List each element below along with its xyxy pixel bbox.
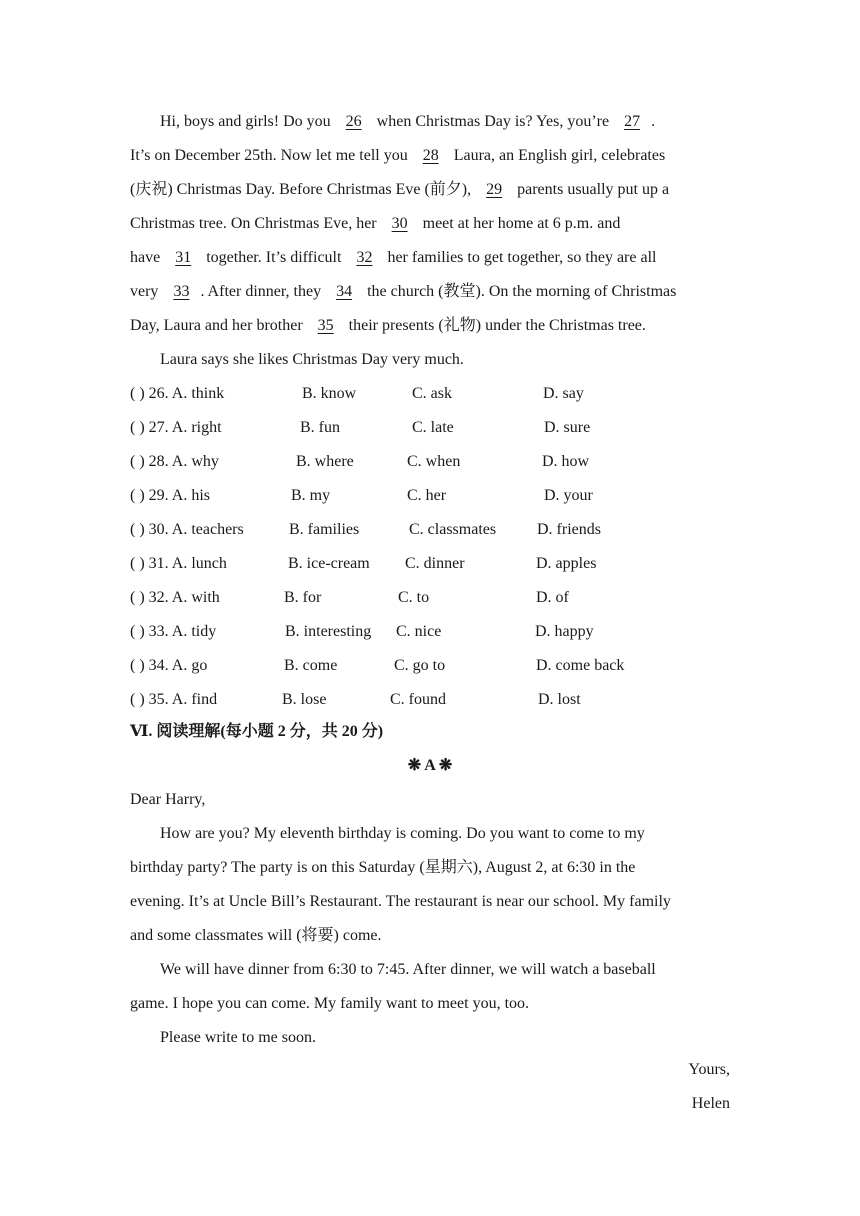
option-c: C. dinner: [405, 555, 465, 572]
question-row: [130, 690, 730, 710]
blank-28: 28: [422, 147, 439, 164]
option-d: D. come back: [536, 657, 625, 674]
cloze-line: Day, Laura and her brother 35 their presents (礼物) under the Christmas tree.: [130, 317, 646, 334]
cloze-line: have 31 together. It’s difficult 32 her families to get together, so they are all: [130, 249, 657, 266]
question-option-a: ( ) 33. A. tidy: [130, 623, 217, 640]
blank-29: 29: [486, 181, 503, 198]
question-option-a: ( ) 29. A. his: [130, 487, 210, 504]
question-row: [130, 452, 730, 472]
letter-line: How are you? My eleventh birthday is coming. Do you want to come to my: [160, 825, 645, 842]
option-d: D. lost: [538, 691, 581, 708]
question-row: [130, 520, 730, 540]
letter-line: birthday party? The party is on this Saturday (星期六), August 2, at 6:30 in the: [130, 859, 636, 876]
blank-33: 33: [173, 283, 190, 300]
question-option-a: ( ) 32. A. with: [130, 589, 220, 606]
letter-line: evening. It’s at Uncle Bill’s Restaurant. The restaurant is near our school. My family: [130, 893, 671, 910]
option-c: C. when: [407, 453, 461, 470]
option-d: D. of: [536, 589, 569, 606]
letter-signature: Helen: [691, 1095, 730, 1112]
option-b: B. lose: [282, 691, 327, 708]
letter-closing: Yours,: [688, 1061, 730, 1078]
letter-salutation: Dear Harry,: [130, 791, 206, 808]
option-c: C. late: [412, 419, 454, 436]
option-d: D. sure: [544, 419, 591, 436]
cloze-line: It’s on December 25th. Now let me tell you 28 Laura, an English girl, celebrates: [130, 147, 666, 164]
blank-27: 27: [624, 113, 641, 130]
option-c: C. her: [407, 487, 447, 504]
option-c: C. go to: [394, 657, 446, 674]
option-b: B. my: [291, 487, 331, 504]
question-option-a: ( ) 34. A. go: [130, 657, 208, 674]
letter-line: and some classmates will (将要) come.: [130, 927, 382, 944]
option-d: D. apples: [536, 555, 597, 572]
option-b: B. know: [302, 385, 357, 402]
option-c: C. classmates: [409, 521, 497, 538]
cloze-line: very 33 . After dinner, they 34 the church (教堂). On the morning of Christmas: [130, 283, 677, 300]
question-option-a: ( ) 28. A. why: [130, 453, 219, 470]
blank-32: 32: [356, 249, 373, 266]
letter-line: game. I hope you can come. My family want to meet you, too.: [130, 995, 530, 1012]
letter-line: We will have dinner from 6:30 to 7:45. After dinner, we will watch a baseball: [160, 961, 656, 978]
option-b: B. where: [296, 453, 354, 470]
section-title: Ⅵ. 阅读理解(每小题 2 分，共 20 分): [130, 723, 384, 740]
option-d: D. how: [542, 453, 590, 470]
question-row: [130, 622, 730, 642]
question-row: [130, 418, 730, 438]
blank-26: 26: [345, 113, 362, 130]
question-row: [130, 486, 730, 506]
question-row: [130, 588, 730, 608]
option-d: D. friends: [537, 521, 601, 538]
option-c: C. found: [390, 691, 446, 708]
option-d: D. happy: [535, 623, 594, 640]
option-b: B. for: [284, 589, 322, 606]
question-option-a: ( ) 31. A. lunch: [130, 555, 227, 572]
cloze-line: Christmas tree. On Christmas Eve, her 30 meet at her home at 6 p.m. and: [130, 215, 621, 232]
blank-34: 34: [336, 283, 353, 300]
option-b: B. come: [284, 657, 338, 674]
question-option-a: ( ) 35. A. find: [130, 691, 218, 708]
question-row: [130, 384, 730, 404]
question-option-a: ( ) 26. A. think: [130, 385, 225, 402]
option-d: D. your: [544, 487, 593, 504]
cloze-line: (庆祝) Christmas Day. Before Christmas Eve (前夕), 29 parents usually put up a: [130, 181, 670, 198]
option-b: B. families: [289, 521, 360, 538]
option-b: B. ice-cream: [288, 555, 370, 572]
blank-30: 30: [391, 215, 408, 232]
option-c: C. to: [398, 589, 430, 606]
letter-line: Please write to me soon.: [160, 1029, 316, 1046]
question-option-a: ( ) 30. A. teachers: [130, 521, 244, 538]
blank-31: 31: [175, 249, 192, 266]
cloze-line: Hi, boys and girls! Do you 26 when Christmas Day is? Yes, you’re 27 .: [160, 113, 656, 130]
part-label: ❋ A ❋: [407, 757, 453, 774]
blank-35: 35: [317, 317, 334, 334]
question-row: [130, 656, 730, 676]
option-c: C. ask: [412, 385, 452, 402]
option-b: B. interesting: [285, 623, 372, 640]
option-d: D. say: [543, 385, 584, 402]
question-option-a: ( ) 27. A. right: [130, 419, 222, 436]
option-c: C. nice: [396, 623, 442, 640]
option-b: B. fun: [300, 419, 340, 436]
cloze-closing-line: Laura says she likes Christmas Day very much.: [160, 351, 464, 368]
question-row: [130, 554, 730, 574]
